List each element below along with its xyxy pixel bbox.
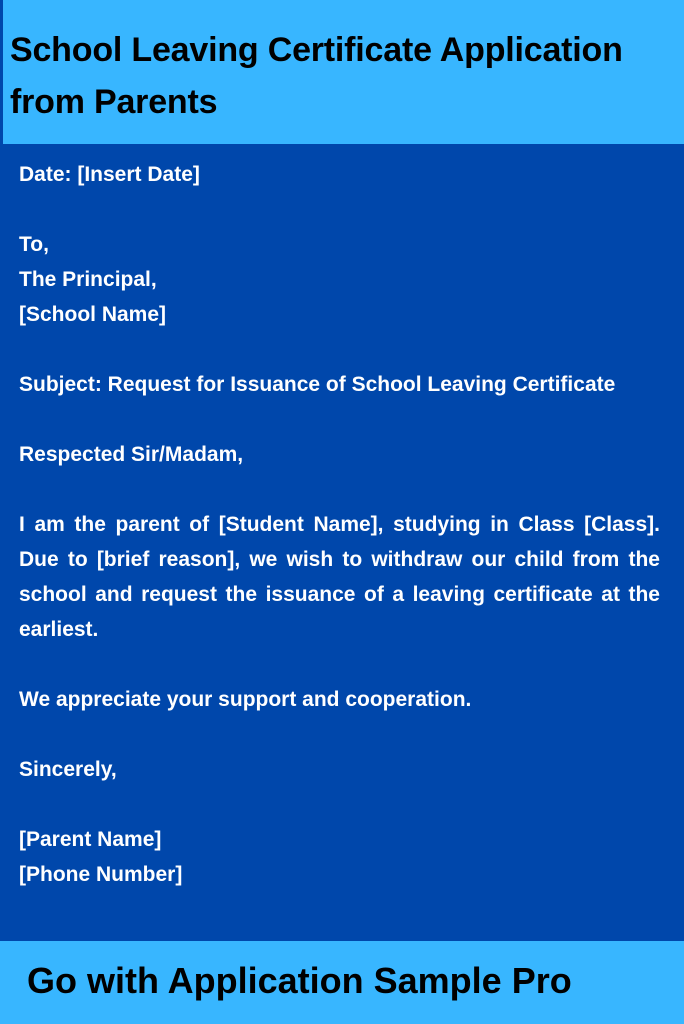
spacer bbox=[19, 647, 660, 682]
spacer bbox=[19, 787, 660, 822]
letter-to: To, bbox=[19, 233, 49, 256]
letter-recipient: The Principal, bbox=[19, 268, 157, 291]
spacer bbox=[19, 192, 660, 227]
letter-date: Date: [Insert Date] bbox=[19, 163, 200, 186]
letter-parent-name: [Parent Name] bbox=[19, 828, 162, 851]
letter-subject: Subject: Request for Issuance of School Leaving Certificate bbox=[19, 373, 616, 396]
spacer bbox=[19, 402, 660, 437]
letter-main-paragraph: I am the parent of [Student Name], studying in Class [Class]. Due to [brief reason], we wish to withdraw our child from the school and request the issuance of a leaving certificate at the earliest. bbox=[19, 513, 660, 641]
letter-body bbox=[19, 157, 660, 892]
letter-closing: Sincerely, bbox=[19, 758, 117, 781]
footer-banner bbox=[0, 941, 684, 1024]
spacer bbox=[19, 332, 660, 367]
letter-salutation: Respected Sir/Madam, bbox=[19, 443, 244, 466]
header-banner bbox=[0, 0, 684, 144]
spacer bbox=[19, 472, 660, 507]
letter-phone: [Phone Number] bbox=[19, 863, 183, 886]
spacer bbox=[19, 717, 660, 752]
letter-appreciation: We appreciate your support and cooperation. bbox=[19, 688, 472, 711]
footer-tagline: Go with Application Sample Pro bbox=[27, 960, 572, 1001]
letter-school: [School Name] bbox=[19, 303, 167, 326]
page-title bbox=[10, 24, 660, 128]
title-line-1: School Leaving Certificate Application bbox=[10, 31, 623, 69]
title-line-2: from Parents bbox=[10, 83, 218, 121]
